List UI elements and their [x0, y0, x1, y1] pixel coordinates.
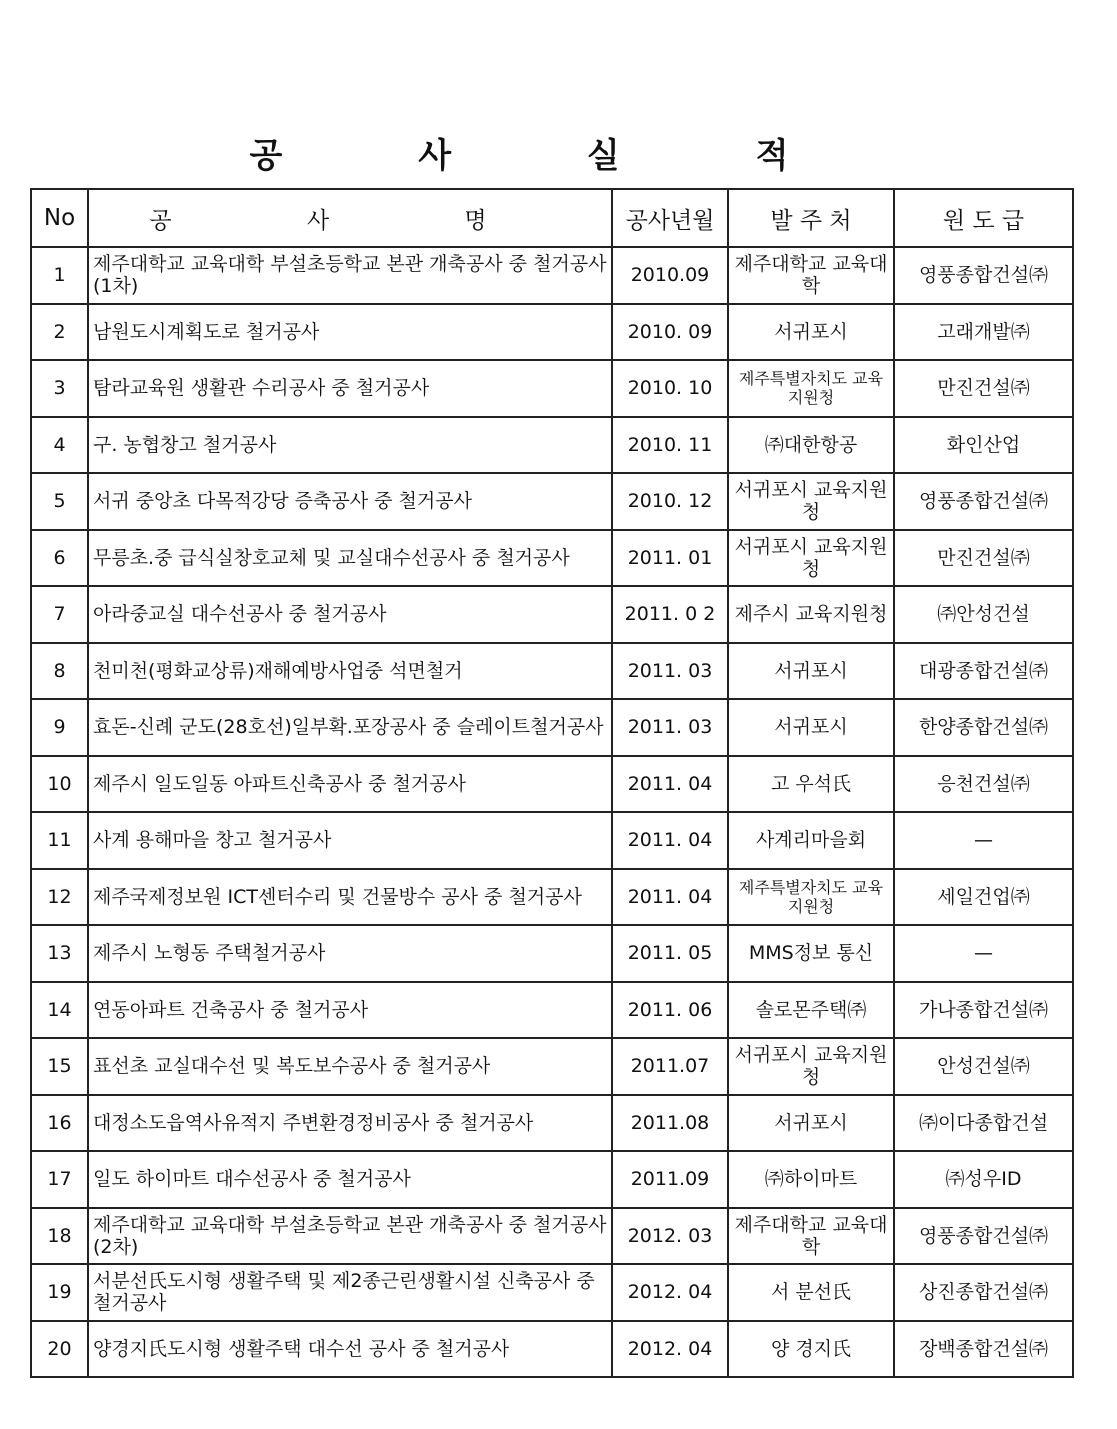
table-row: [31, 1264, 1073, 1321]
row-no: 6: [31, 530, 88, 587]
row-date: 2011.07: [612, 1038, 728, 1095]
row-name: 대정소도읍역사유적지 주변환경정비공사 중 철거공사: [88, 1095, 612, 1152]
row-no: 9: [31, 699, 88, 756]
header-date: 공사년월: [612, 189, 728, 247]
row-date: 2011. 0 2: [612, 586, 728, 643]
row-date: 2011.09: [612, 1151, 728, 1208]
table-row: [31, 1038, 1073, 1095]
row-client: 사계리마을회: [728, 812, 894, 869]
table-row: [31, 586, 1073, 643]
row-date: 2011.08: [612, 1095, 728, 1152]
row-date: 2012. 04: [612, 1321, 728, 1378]
row-name: 제주시 노형동 주택철거공사: [88, 925, 612, 982]
row-date: 2010. 12: [612, 473, 728, 530]
row-client: 서귀포시: [728, 699, 894, 756]
row-no: 13: [31, 925, 88, 982]
row-date: 2012. 04: [612, 1264, 728, 1321]
row-no: 8: [31, 643, 88, 700]
row-client: 양 경지氏: [728, 1321, 894, 1378]
row-client: 제주특별자치도 교육지원청: [728, 869, 894, 926]
row-client: ㈜대한항공: [728, 417, 894, 474]
row-contractor: 고래개발㈜: [894, 304, 1073, 361]
table-row: [31, 869, 1073, 926]
row-client: 솔로몬주택㈜: [728, 982, 894, 1039]
table-row: [31, 247, 1073, 304]
row-name: 제주국제정보원 ICT센터수리 및 건물방수 공사 중 철거공사: [88, 869, 612, 926]
header-no: No: [31, 189, 88, 247]
table-row: [31, 756, 1073, 813]
row-client: 제주대학교 교육대학: [728, 247, 894, 304]
row-date: 2011. 06: [612, 982, 728, 1039]
row-name: 표선초 교실대수선 및 복도보수공사 중 철거공사: [88, 1038, 612, 1095]
row-no: 3: [31, 360, 88, 417]
row-date: 2011. 03: [612, 643, 728, 700]
row-name: 서귀 중앙초 다목적강당 증축공사 중 철거공사: [88, 473, 612, 530]
row-contractor: 만진건설㈜: [894, 530, 1073, 587]
row-date: 2011. 03: [612, 699, 728, 756]
row-client: 제주대학교 교육대학: [728, 1208, 894, 1265]
row-no: 5: [31, 473, 88, 530]
row-date: 2010. 11: [612, 417, 728, 474]
table-row: [31, 1095, 1073, 1152]
header-client: 발 주 처: [728, 189, 894, 247]
row-date: 2011. 01: [612, 530, 728, 587]
row-contractor: 대광종합건설㈜: [894, 643, 1073, 700]
table-row: [31, 417, 1073, 474]
row-no: 15: [31, 1038, 88, 1095]
row-contractor: 안성건설㈜: [894, 1038, 1073, 1095]
row-no: 17: [31, 1151, 88, 1208]
table-row: [31, 643, 1073, 700]
row-no: 16: [31, 1095, 88, 1152]
row-client: 서귀포시 교육지원청: [728, 473, 894, 530]
page-title: 공 사 실 적: [249, 136, 851, 176]
row-date: 2011. 05: [612, 925, 728, 982]
row-no: 4: [31, 417, 88, 474]
construction-record-table: [30, 188, 1074, 1378]
header-name: [88, 189, 612, 247]
table-row: [31, 530, 1073, 587]
row-client: 서귀포시: [728, 304, 894, 361]
table-row: [31, 925, 1073, 982]
row-contractor: ㈜이다종합건설: [894, 1095, 1073, 1152]
row-date: 2011. 04: [612, 869, 728, 926]
row-no: 11: [31, 812, 88, 869]
row-contractor: —: [894, 925, 1073, 982]
row-client: 서귀포시: [728, 643, 894, 700]
row-contractor: 가나종합건설㈜: [894, 982, 1073, 1039]
row-client: 서귀포시 교육지원청: [728, 1038, 894, 1095]
row-contractor: 한양종합건설㈜: [894, 699, 1073, 756]
row-date: 2010. 10: [612, 360, 728, 417]
row-no: 10: [31, 756, 88, 813]
row-contractor: ㈜성우ID: [894, 1151, 1073, 1208]
row-name: 무릉초.중 급식실창호교체 및 교실대수선공사 중 철거공사: [88, 530, 612, 587]
row-name: 천미천(평화교상류)재해예방사업중 석면철거: [88, 643, 612, 700]
row-no: 1: [31, 247, 88, 304]
row-contractor: 세일건업㈜: [894, 869, 1073, 926]
row-no: 12: [31, 869, 88, 926]
table-row: [31, 1151, 1073, 1208]
row-name: 제주대학교 교육대학 부설초등학교 본관 개축공사 중 철거공사 (1차): [88, 247, 612, 304]
row-name: 구. 농협창고 철거공사: [88, 417, 612, 474]
row-contractor: 영풍종합건설㈜: [894, 1208, 1073, 1265]
row-name: 제주대학교 교육대학 부설초등학교 본관 개축공사 중 철거공사 (2차): [88, 1208, 612, 1265]
table-row: [31, 1321, 1073, 1378]
row-contractor: 응천건설㈜: [894, 756, 1073, 813]
table-header-row: [31, 189, 1073, 247]
row-contractor: 장백종합건설㈜: [894, 1321, 1073, 1378]
row-no: 19: [31, 1264, 88, 1321]
row-date: 2010. 09: [612, 304, 728, 361]
row-date: 2011. 04: [612, 756, 728, 813]
row-contractor: 화인산업: [894, 417, 1073, 474]
row-contractor: ㈜안성건설: [894, 586, 1073, 643]
row-date: 2012. 03: [612, 1208, 728, 1265]
row-no: 7: [31, 586, 88, 643]
row-name: 일도 하이마트 대수선공사 중 철거공사: [88, 1151, 612, 1208]
row-contractor: 상진종합건설㈜: [894, 1264, 1073, 1321]
row-name: 서분선氏도시형 생활주택 및 제2종근린생활시설 신축공사 중 철거공사: [88, 1264, 612, 1321]
table-row: [31, 1208, 1073, 1265]
row-no: 14: [31, 982, 88, 1039]
header-name-label: 공 사 명: [149, 207, 551, 234]
row-no: 20: [31, 1321, 88, 1378]
row-client: 제주시 교육지원청: [728, 586, 894, 643]
row-name: 양경지氏도시형 생활주택 대수선 공사 중 철거공사: [88, 1321, 612, 1378]
row-client: 서귀포시: [728, 1095, 894, 1152]
row-client: 고 우석氏: [728, 756, 894, 813]
table-row: [31, 473, 1073, 530]
row-name: 남원도시계획도로 철거공사: [88, 304, 612, 361]
row-client: 서귀포시 교육지원청: [728, 530, 894, 587]
row-date: 2011. 04: [612, 812, 728, 869]
table-row: [31, 699, 1073, 756]
row-client: MMS정보 통신: [728, 925, 894, 982]
header-contractor: 원 도 급: [894, 189, 1073, 247]
row-name: 연동아파트 건축공사 중 철거공사: [88, 982, 612, 1039]
row-name: 사계 용해마을 창고 철거공사: [88, 812, 612, 869]
row-date: 2010.09: [612, 247, 728, 304]
row-name: 효돈-신례 군도(28호선)일부확.포장공사 중 슬레이트철거공사: [88, 699, 612, 756]
row-no: 2: [31, 304, 88, 361]
row-contractor: —: [894, 812, 1073, 869]
row-client: ㈜하이마트: [728, 1151, 894, 1208]
row-name: 아라중교실 대수선공사 중 철거공사: [88, 586, 612, 643]
row-name: 탐라교육원 생활관 수리공사 중 철거공사: [88, 360, 612, 417]
row-name: 제주시 일도일동 아파트신축공사 중 철거공사: [88, 756, 612, 813]
row-client: 서 분선氏: [728, 1264, 894, 1321]
row-no: 18: [31, 1208, 88, 1265]
row-client: 제주특별자치도 교육지원청: [728, 360, 894, 417]
row-contractor: 만진건설㈜: [894, 360, 1073, 417]
table-row: [31, 360, 1073, 417]
row-contractor: 영풍종합건설㈜: [894, 473, 1073, 530]
row-contractor: 영풍종합건설㈜: [894, 247, 1073, 304]
table-row: [31, 812, 1073, 869]
table-row: [31, 982, 1073, 1039]
table-row: [31, 304, 1073, 361]
